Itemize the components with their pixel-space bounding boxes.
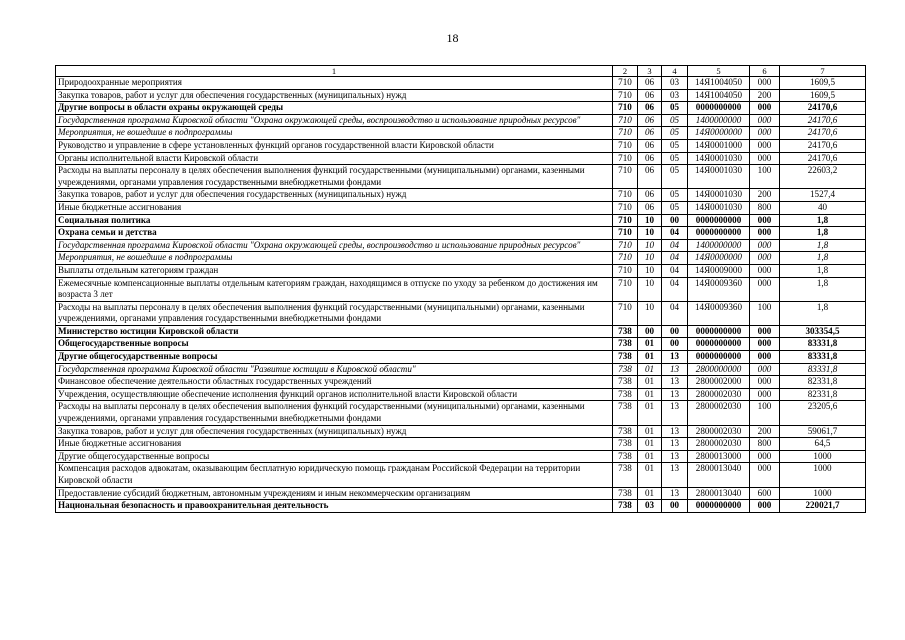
row-amount-cell: 24170,6 xyxy=(780,127,866,140)
row-target-cell: 1400000000 xyxy=(688,239,750,252)
row-expense-type-cell: 000 xyxy=(750,102,780,115)
table-row xyxy=(56,425,866,438)
row-target-cell: 14Я0001030 xyxy=(688,152,750,165)
row-amount-cell: 220021,7 xyxy=(780,500,866,513)
row-section-cell: 03 xyxy=(638,500,662,513)
row-name-cell: Учреждения, осуществляющие обеспечение исполнения функций органов исполнительной власти Кировской области xyxy=(56,388,613,401)
table-row xyxy=(56,165,866,189)
row-subsection-cell: 13 xyxy=(662,450,688,463)
row-gr-code-cell: 710 xyxy=(613,214,638,227)
row-expense-type-cell: 000 xyxy=(750,77,780,90)
row-amount-cell: 1,8 xyxy=(780,264,866,277)
row-gr-code-cell: 738 xyxy=(613,450,638,463)
row-gr-code-cell: 710 xyxy=(613,189,638,202)
row-expense-type-cell: 000 xyxy=(750,114,780,127)
row-target-cell: 0000000000 xyxy=(688,214,750,227)
row-amount-cell: 83331,8 xyxy=(780,338,866,351)
table-row xyxy=(56,214,866,227)
table-row xyxy=(56,77,866,90)
row-amount-cell: 82331,8 xyxy=(780,376,866,389)
table-row xyxy=(56,463,866,487)
row-target-cell: 14Я0009360 xyxy=(688,277,750,301)
row-expense-type-cell: 000 xyxy=(750,277,780,301)
row-section-cell: 10 xyxy=(638,264,662,277)
row-section-cell: 01 xyxy=(638,363,662,376)
row-target-cell: 14Я1004050 xyxy=(688,77,750,90)
row-subsection-cell: 13 xyxy=(662,438,688,451)
row-target-cell: 14Я0000000 xyxy=(688,127,750,140)
table-row xyxy=(56,227,866,240)
row-name-cell: Расходы на выплаты персоналу в целях обеспечения выполнения функций государственными (муниципальными) органами, казенными учреждениями, органами управления государственными внебюджетными фондами xyxy=(56,165,613,189)
row-section-cell: 10 xyxy=(638,301,662,325)
row-subsection-cell: 04 xyxy=(662,264,688,277)
row-name-cell: Природоохранные мероприятия xyxy=(56,77,613,90)
row-section-cell: 01 xyxy=(638,487,662,500)
row-name-cell: Руководство и управление в сфере установленных функций органов государственной власти Кировской области xyxy=(56,139,613,152)
row-gr-code-cell: 738 xyxy=(613,376,638,389)
row-section-cell: 06 xyxy=(638,114,662,127)
row-target-cell: 0000000000 xyxy=(688,325,750,338)
row-amount-cell: 24170,6 xyxy=(780,139,866,152)
row-section-cell: 01 xyxy=(638,438,662,451)
row-gr-code-cell: 710 xyxy=(613,201,638,214)
table-row xyxy=(56,325,866,338)
row-subsection-cell: 13 xyxy=(662,425,688,438)
row-gr-code-cell: 738 xyxy=(613,425,638,438)
row-name-cell: Предоставление субсидий бюджетным, автономным учреждениям и иным некоммерческим организациям xyxy=(56,487,613,500)
row-subsection-cell: 00 xyxy=(662,325,688,338)
row-name-cell: Финансовое обеспечение деятельности областных государственных учреждений xyxy=(56,376,613,389)
row-target-cell: 2800002000 xyxy=(688,376,750,389)
row-name-cell: Государственная программа Кировской области "Охрана окружающей среды, воспроизводство и использование природных ресурсов" xyxy=(56,114,613,127)
row-subsection-cell: 04 xyxy=(662,227,688,240)
row-expense-type-cell: 000 xyxy=(750,325,780,338)
row-expense-type-cell: 800 xyxy=(750,438,780,451)
column-header-5: 5 xyxy=(688,66,750,77)
row-amount-cell: 64,5 xyxy=(780,438,866,451)
row-target-cell: 2800000000 xyxy=(688,363,750,376)
row-expense-type-cell: 000 xyxy=(750,227,780,240)
row-target-cell: 2800013040 xyxy=(688,463,750,487)
row-gr-code-cell: 738 xyxy=(613,351,638,364)
row-amount-cell: 82331,8 xyxy=(780,388,866,401)
row-gr-code-cell: 710 xyxy=(613,102,638,115)
row-subsection-cell: 05 xyxy=(662,127,688,140)
row-expense-type-cell: 000 xyxy=(750,376,780,389)
column-header-1: 1 xyxy=(56,66,613,77)
row-amount-cell: 1000 xyxy=(780,450,866,463)
row-name-cell: Министерство юстиции Кировской области xyxy=(56,325,613,338)
table-row xyxy=(56,114,866,127)
table-row xyxy=(56,487,866,500)
row-section-cell: 01 xyxy=(638,450,662,463)
row-subsection-cell: 05 xyxy=(662,152,688,165)
row-expense-type-cell: 000 xyxy=(750,239,780,252)
row-section-cell: 10 xyxy=(638,239,662,252)
row-amount-cell: 83331,8 xyxy=(780,351,866,364)
page-number: 18 xyxy=(446,31,459,45)
row-section-cell: 06 xyxy=(638,201,662,214)
row-target-cell: 0000000000 xyxy=(688,102,750,115)
row-subsection-cell: 05 xyxy=(662,189,688,202)
row-expense-type-cell: 100 xyxy=(750,301,780,325)
table-row xyxy=(56,277,866,301)
row-gr-code-cell: 738 xyxy=(613,438,638,451)
row-amount-cell: 24170,6 xyxy=(780,102,866,115)
row-section-cell: 06 xyxy=(638,89,662,102)
row-subsection-cell: 04 xyxy=(662,252,688,265)
row-gr-code-cell: 710 xyxy=(613,165,638,189)
row-expense-type-cell: 000 xyxy=(750,152,780,165)
table-body xyxy=(56,77,866,513)
table-row xyxy=(56,127,866,140)
row-target-cell: 14Я0001030 xyxy=(688,201,750,214)
row-gr-code-cell: 738 xyxy=(613,325,638,338)
row-target-cell: 2800002030 xyxy=(688,388,750,401)
row-subsection-cell: 00 xyxy=(662,500,688,513)
row-expense-type-cell: 000 xyxy=(750,388,780,401)
row-name-cell: Другие вопросы в области охраны окружающей среды xyxy=(56,102,613,115)
row-gr-code-cell: 710 xyxy=(613,114,638,127)
row-subsection-cell: 13 xyxy=(662,363,688,376)
row-amount-cell: 83331,8 xyxy=(780,363,866,376)
row-section-cell: 10 xyxy=(638,252,662,265)
row-amount-cell: 1527,4 xyxy=(780,189,866,202)
row-amount-cell: 1,8 xyxy=(780,301,866,325)
row-gr-code-cell: 710 xyxy=(613,127,638,140)
row-gr-code-cell: 738 xyxy=(613,363,638,376)
row-gr-code-cell: 710 xyxy=(613,301,638,325)
row-gr-code-cell: 738 xyxy=(613,500,638,513)
row-target-cell: 14Я0001030 xyxy=(688,189,750,202)
row-expense-type-cell: 800 xyxy=(750,201,780,214)
table-row xyxy=(56,376,866,389)
row-subsection-cell: 05 xyxy=(662,165,688,189)
row-expense-type-cell: 000 xyxy=(750,463,780,487)
row-expense-type-cell: 200 xyxy=(750,89,780,102)
table-row xyxy=(56,351,866,364)
row-name-cell: Иные бюджетные ассигнования xyxy=(56,438,613,451)
row-name-cell: Выплаты отдельным категориям граждан xyxy=(56,264,613,277)
row-gr-code-cell: 710 xyxy=(613,152,638,165)
row-gr-code-cell: 738 xyxy=(613,487,638,500)
row-section-cell: 06 xyxy=(638,189,662,202)
row-gr-code-cell: 710 xyxy=(613,264,638,277)
row-subsection-cell: 04 xyxy=(662,277,688,301)
row-section-cell: 01 xyxy=(638,401,662,425)
row-gr-code-cell: 738 xyxy=(613,338,638,351)
column-header-4: 4 xyxy=(662,66,688,77)
row-subsection-cell: 03 xyxy=(662,77,688,90)
row-amount-cell: 1609,5 xyxy=(780,77,866,90)
row-name-cell: Закупка товаров, работ и услуг для обеспечения государственных (муниципальных) нужд xyxy=(56,89,613,102)
row-section-cell: 06 xyxy=(638,77,662,90)
row-expense-type-cell: 000 xyxy=(750,214,780,227)
row-target-cell: 1400000000 xyxy=(688,114,750,127)
budget-table xyxy=(55,65,866,513)
row-target-cell: 2800002030 xyxy=(688,425,750,438)
row-target-cell: 2800013000 xyxy=(688,450,750,463)
row-amount-cell: 23205,6 xyxy=(780,401,866,425)
table-row xyxy=(56,139,866,152)
row-gr-code-cell: 738 xyxy=(613,463,638,487)
row-name-cell: Ежемесячные компенсационные выплаты отдельным категориям граждан, находящимся в отпуске по уходу за ребенком до достижения им возраста 3 лет xyxy=(56,277,613,301)
row-expense-type-cell: 000 xyxy=(750,252,780,265)
row-subsection-cell: 04 xyxy=(662,301,688,325)
row-target-cell: 2800002030 xyxy=(688,438,750,451)
row-section-cell: 01 xyxy=(638,351,662,364)
row-amount-cell: 1609,5 xyxy=(780,89,866,102)
row-section-cell: 01 xyxy=(638,376,662,389)
row-section-cell: 06 xyxy=(638,127,662,140)
row-expense-type-cell: 000 xyxy=(750,450,780,463)
row-gr-code-cell: 710 xyxy=(613,77,638,90)
row-target-cell: 14Я1004050 xyxy=(688,89,750,102)
row-amount-cell: 22603,2 xyxy=(780,165,866,189)
row-gr-code-cell: 710 xyxy=(613,252,638,265)
row-expense-type-cell: 000 xyxy=(750,127,780,140)
row-gr-code-cell: 710 xyxy=(613,227,638,240)
row-section-cell: 06 xyxy=(638,152,662,165)
row-amount-cell: 1,8 xyxy=(780,214,866,227)
row-expense-type-cell: 100 xyxy=(750,165,780,189)
row-section-cell: 06 xyxy=(638,165,662,189)
row-section-cell: 01 xyxy=(638,338,662,351)
row-amount-cell: 40 xyxy=(780,201,866,214)
row-target-cell: 14Я0009000 xyxy=(688,264,750,277)
row-amount-cell: 24170,6 xyxy=(780,114,866,127)
row-section-cell: 10 xyxy=(638,214,662,227)
row-section-cell: 06 xyxy=(638,139,662,152)
table-row xyxy=(56,264,866,277)
row-amount-cell: 24170,6 xyxy=(780,152,866,165)
row-target-cell: 2800002030 xyxy=(688,401,750,425)
row-expense-type-cell: 600 xyxy=(750,487,780,500)
row-amount-cell: 1,8 xyxy=(780,227,866,240)
row-amount-cell: 59061,7 xyxy=(780,425,866,438)
row-subsection-cell: 04 xyxy=(662,239,688,252)
row-section-cell: 01 xyxy=(638,463,662,487)
row-expense-type-cell: 000 xyxy=(750,139,780,152)
table-row xyxy=(56,363,866,376)
row-amount-cell: 303354,5 xyxy=(780,325,866,338)
row-expense-type-cell: 000 xyxy=(750,338,780,351)
row-name-cell: Другие общегосударственные вопросы xyxy=(56,450,613,463)
row-gr-code-cell: 710 xyxy=(613,239,638,252)
table-row xyxy=(56,89,866,102)
table-row xyxy=(56,450,866,463)
table-row xyxy=(56,338,866,351)
column-header-2: 2 xyxy=(613,66,638,77)
table-row xyxy=(56,500,866,513)
table-row xyxy=(56,252,866,265)
row-name-cell: Общегосударственные вопросы xyxy=(56,338,613,351)
row-amount-cell: 1000 xyxy=(780,487,866,500)
table-row xyxy=(56,401,866,425)
row-expense-type-cell: 200 xyxy=(750,425,780,438)
row-target-cell: 0000000000 xyxy=(688,227,750,240)
column-header-7: 7 xyxy=(780,66,866,77)
row-target-cell: 14Я0000000 xyxy=(688,252,750,265)
table-row xyxy=(56,239,866,252)
row-gr-code-cell: 710 xyxy=(613,139,638,152)
row-subsection-cell: 03 xyxy=(662,89,688,102)
row-target-cell: 0000000000 xyxy=(688,500,750,513)
row-name-cell: Иные бюджетные ассигнования xyxy=(56,201,613,214)
row-name-cell: Компенсация расходов адвокатам, оказывающим бесплатную юридическую помощь гражданам Российской Федерации на территории Кировской области xyxy=(56,463,613,487)
row-amount-cell: 1,8 xyxy=(780,252,866,265)
table-row xyxy=(56,201,866,214)
row-name-cell: Закупка товаров, работ и услуг для обеспечения государственных (муниципальных) нужд xyxy=(56,189,613,202)
row-gr-code-cell: 738 xyxy=(613,401,638,425)
row-target-cell: 0000000000 xyxy=(688,351,750,364)
row-subsection-cell: 13 xyxy=(662,351,688,364)
row-expense-type-cell: 000 xyxy=(750,351,780,364)
table-header-row xyxy=(56,66,866,77)
row-subsection-cell: 13 xyxy=(662,487,688,500)
row-amount-cell: 1,8 xyxy=(780,277,866,301)
row-name-cell: Закупка товаров, работ и услуг для обеспечения государственных (муниципальных) нужд xyxy=(56,425,613,438)
row-section-cell: 01 xyxy=(638,425,662,438)
table-row xyxy=(56,152,866,165)
column-header-6: 6 xyxy=(750,66,780,77)
row-name-cell: Мероприятия, не вошедшие в подпрограммы xyxy=(56,127,613,140)
row-name-cell: Органы исполнительной власти Кировской области xyxy=(56,152,613,165)
row-name-cell: Охрана семьи и детства xyxy=(56,227,613,240)
row-target-cell: 14Я0001030 xyxy=(688,165,750,189)
row-subsection-cell: 00 xyxy=(662,214,688,227)
row-target-cell: 2800013040 xyxy=(688,487,750,500)
row-expense-type-cell: 200 xyxy=(750,189,780,202)
row-section-cell: 01 xyxy=(638,388,662,401)
row-name-cell: Расходы на выплаты персоналу в целях обеспечения выполнения функций государственными (муниципальными) органами, казенными учреждениями, органами управления государственными внебюджетными фондами xyxy=(56,301,613,325)
row-subsection-cell: 13 xyxy=(662,401,688,425)
table-row xyxy=(56,301,866,325)
row-name-cell: Государственная программа Кировской области "Развитие юстиции в Кировской области" xyxy=(56,363,613,376)
row-name-cell: Мероприятия, не вошедшие в подпрограммы xyxy=(56,252,613,265)
row-subsection-cell: 00 xyxy=(662,338,688,351)
table-row xyxy=(56,102,866,115)
row-subsection-cell: 05 xyxy=(662,139,688,152)
table-row xyxy=(56,388,866,401)
row-expense-type-cell: 000 xyxy=(750,363,780,376)
table-row xyxy=(56,438,866,451)
row-section-cell: 06 xyxy=(638,102,662,115)
row-subsection-cell: 13 xyxy=(662,463,688,487)
row-section-cell: 00 xyxy=(638,325,662,338)
row-section-cell: 10 xyxy=(638,277,662,301)
row-expense-type-cell: 000 xyxy=(750,500,780,513)
row-target-cell: 14Я0001000 xyxy=(688,139,750,152)
row-expense-type-cell: 000 xyxy=(750,264,780,277)
row-amount-cell: 1,8 xyxy=(780,239,866,252)
row-name-cell: Расходы на выплаты персоналу в целях обеспечения выполнения функций государственными (муниципальными) органами, казенными учреждениями, органами управления государственными внебюджетными фондами xyxy=(56,401,613,425)
row-target-cell: 0000000000 xyxy=(688,338,750,351)
row-gr-code-cell: 710 xyxy=(613,277,638,301)
row-subsection-cell: 05 xyxy=(662,201,688,214)
row-name-cell: Национальная безопасность и правоохранительная деятельность xyxy=(56,500,613,513)
row-expense-type-cell: 100 xyxy=(750,401,780,425)
column-header-3: 3 xyxy=(638,66,662,77)
row-amount-cell: 1000 xyxy=(780,463,866,487)
row-name-cell: Другие общегосударственные вопросы xyxy=(56,351,613,364)
row-subsection-cell: 05 xyxy=(662,114,688,127)
row-subsection-cell: 13 xyxy=(662,376,688,389)
row-subsection-cell: 13 xyxy=(662,388,688,401)
row-name-cell: Социальная политика xyxy=(56,214,613,227)
row-target-cell: 14Я0009360 xyxy=(688,301,750,325)
row-section-cell: 10 xyxy=(638,227,662,240)
row-gr-code-cell: 738 xyxy=(613,388,638,401)
row-name-cell: Государственная программа Кировской области "Охрана окружающей среды, воспроизводство и использование природных ресурсов" xyxy=(56,239,613,252)
row-gr-code-cell: 710 xyxy=(613,89,638,102)
table-row xyxy=(56,189,866,202)
row-subsection-cell: 05 xyxy=(662,102,688,115)
